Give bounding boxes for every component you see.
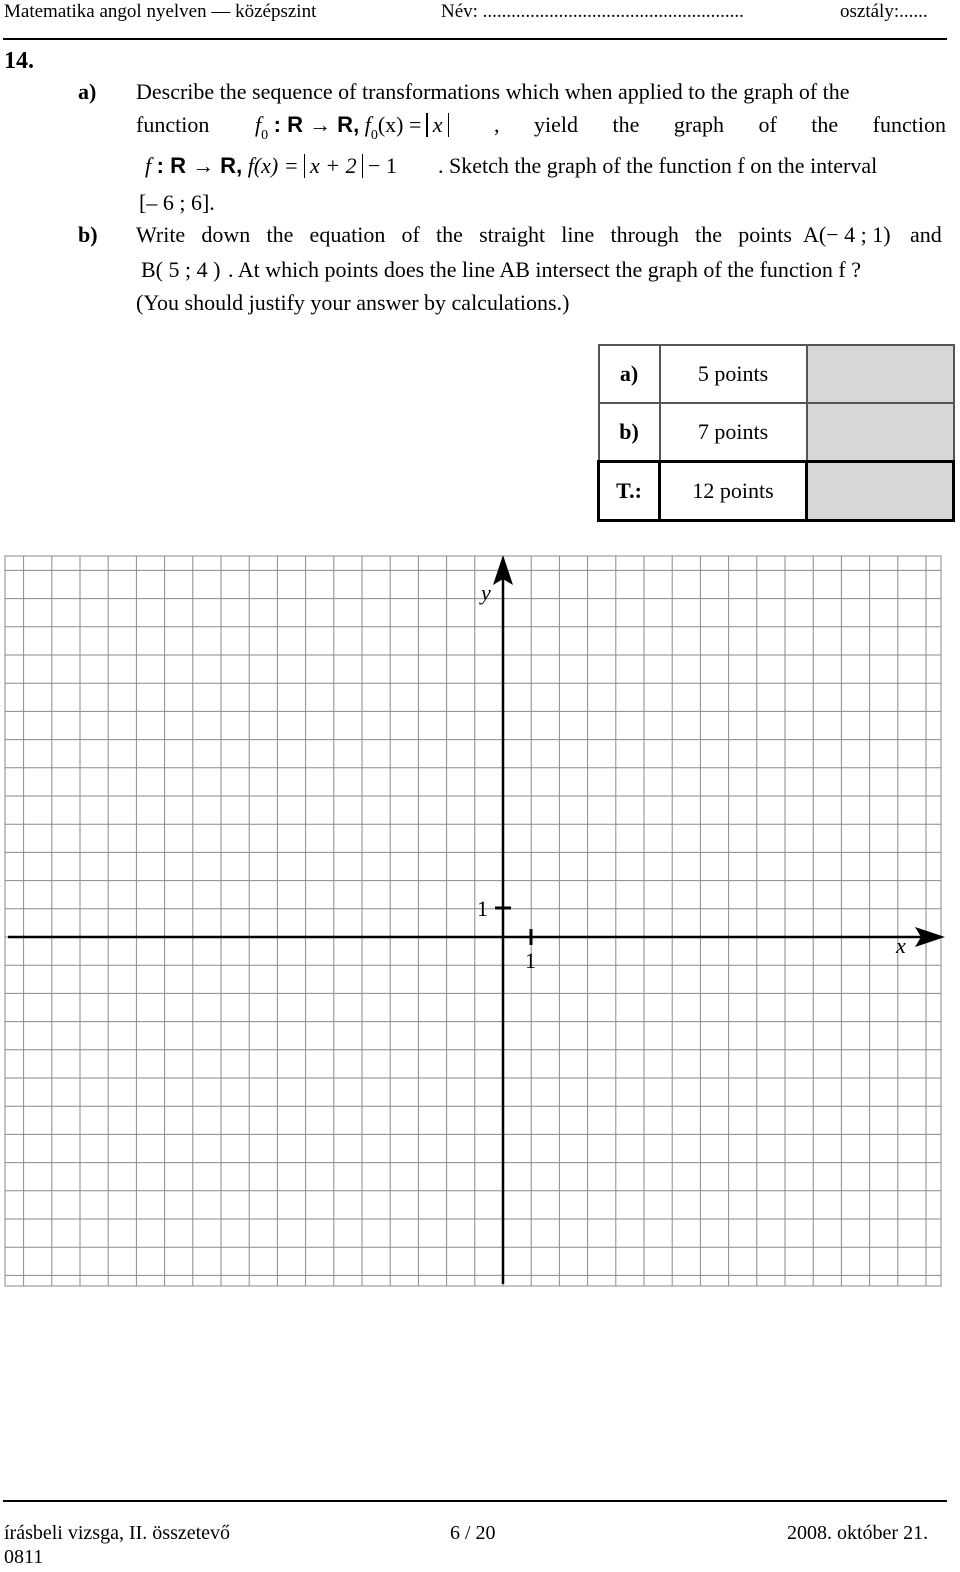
part-a-line2-word: function [136,112,210,137]
score-row-a [599,345,954,403]
score-row-b [599,403,954,462]
f0-symbol: f [255,112,262,137]
score-max-points: 5 points [660,345,807,403]
point-a: A(− 4 ; 1) [803,222,891,247]
grid-lines [5,556,941,1286]
f0-definition [255,112,454,143]
f0-def-symbol: f [364,112,371,137]
y-unit-label: 1 [477,896,488,921]
score-total-entry [807,462,954,521]
header-name-field: Név: ....................................................... [441,1,744,22]
footer-date: 2008. október 21. [787,1522,929,1544]
score-table [597,344,955,522]
footer-rule [3,1500,947,1502]
score-max-points: 7 points [660,403,807,462]
f-def: f(x) = [247,153,299,178]
part-b-label: b) [78,222,98,247]
part-a-line1: Describe the sequence of transformations which when applied to the graph of the [136,79,850,104]
header-rule [3,38,947,40]
part-a-label: a) [78,79,97,104]
coordinate-grid [0,550,960,1290]
part-a-interval: [– 6 ; 6]. [139,190,215,215]
footer-exam-code: 0811 [4,1546,44,1568]
f-abs-content: x + 2 [309,153,357,178]
header-subject: Matematika angol nyelven — középszint [4,1,317,22]
part-b-line3: (You should justify your answer by calculations.) [136,290,570,315]
part-b-line2-rest: . At which points does the line AB intersect the graph of the function f ? [228,257,861,282]
x-axis-label: x [896,933,906,958]
score-total-points: 12 points [660,462,807,521]
part-a-line3-rest: . Sketch the graph of the function f on the interval [438,153,878,178]
score-entry-cell [807,403,954,462]
point-b: B( 5 ; 4 ) [141,257,221,282]
part-b-and: and [910,222,942,247]
score-part-label: a) [599,345,660,403]
grid-border [5,556,941,1286]
part-a-line2-rest: , yield the graph of the function [494,112,946,137]
footer-page-number: 6 / 20 [450,1522,496,1544]
score-row-total [599,462,954,521]
f0-def-subscript: 0 [370,128,378,143]
f-definition [145,153,397,179]
f-symbol: f [145,153,152,178]
problem-number: 14. [4,48,34,74]
score-entry-cell [807,345,954,403]
score-part-label: b) [599,403,660,462]
header-class-field: osztály:...... [840,1,928,22]
f0-mapping: : R → R, [273,112,360,137]
f-mapping: : R → R, [156,153,243,178]
y-axis-label: y [481,580,491,605]
f0-subscript: 0 [261,128,269,143]
f0-def-argument: (x) = [377,112,422,137]
footer-exam-label: írásbeli vizsga, II. összetevő [4,1522,231,1544]
part-b-line1: Write down the equation of the straight line through the points [136,222,792,247]
score-total-label: T.: [599,462,660,521]
x-unit-label: 1 [525,948,536,973]
f-tail: − 1 [367,153,397,178]
f0-abs-content: x [432,112,443,137]
